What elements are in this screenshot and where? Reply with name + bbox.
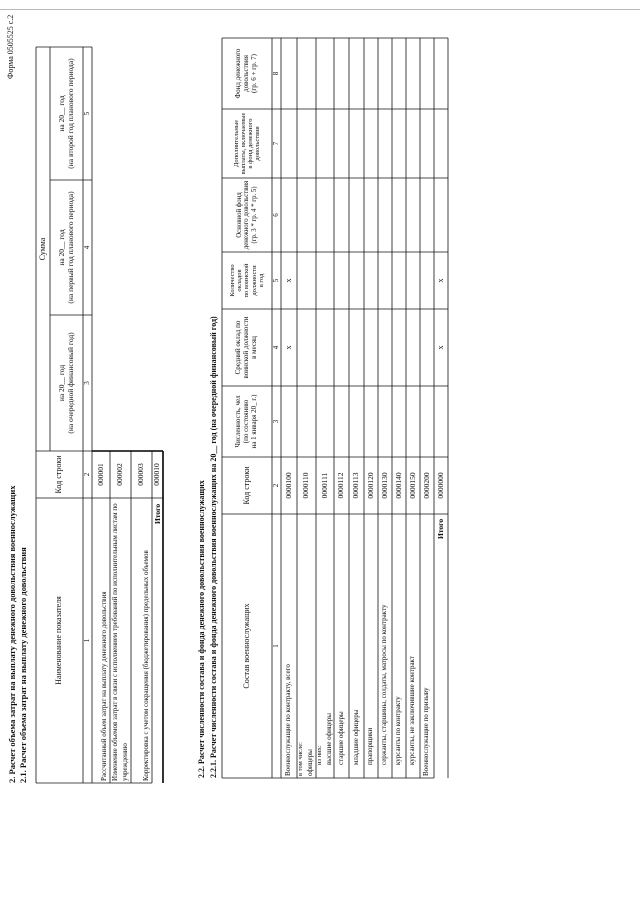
table2-subtitle2: 2.2.1. Расчет численности состава и фонда денежного довольствия военнослужащих на 20__ год (на очередной финансовый год): [209, 316, 218, 778]
qty-line-c: должности: [250, 265, 258, 296]
extra-line-b: выплаты, включаемые: [239, 112, 247, 175]
year3-label: на 20__ год: [57, 95, 67, 132]
salary-line-a: Средний оклад по: [234, 320, 243, 375]
table-row-code: 0000130: [379, 472, 389, 499]
extra-line-d: довольствия: [254, 126, 262, 161]
table-row-name: курсанты, не заключившие контракт: [408, 656, 416, 765]
year1-label: на 20__ год: [57, 364, 67, 402]
total-line-c: (гр. 6 + гр. 7): [249, 54, 258, 93]
table1-header-name: Наименование показателя: [54, 596, 64, 685]
table1-colnum-3: 3: [83, 381, 91, 385]
scan-edge-mark: [0, 9, 640, 10]
extra-line-c: в фонд денежного: [247, 118, 254, 169]
table1-header-year3: [50, 47, 83, 180]
count-line-c: на 1 января 20_ г.): [249, 394, 258, 449]
table2-colnum-4: 4: [272, 345, 280, 350]
qty-line-a: Количество окладов: [229, 264, 244, 297]
table2-colnum-5: 5: [272, 278, 280, 283]
fund-line-c: (гр. 3 * гр. 4 * гр. 5): [250, 186, 258, 244]
table-row-code: 0000112: [336, 472, 346, 499]
year3-note: (на второй год планового периода): [65, 58, 75, 169]
total-line-b: довольствия: [242, 55, 251, 92]
table-row-name: младшие офицеры: [352, 709, 360, 765]
count-line-b: (по состоянию: [242, 399, 251, 444]
table-row-code: 0000110: [301, 472, 311, 499]
table-row-code: 0000100: [283, 472, 293, 499]
total-line-a: Фонд денежного: [234, 48, 243, 99]
table-row-name: Военнослужащие по призыву: [422, 687, 430, 776]
table-row-code: 000002: [115, 463, 125, 486]
table-row-name: из них:: [316, 745, 323, 765]
table1-header-year2: [50, 180, 83, 315]
year2-label: на 20__ год: [57, 229, 67, 266]
x-mark: x: [435, 345, 445, 350]
table-row-name: сержанты, старшины, солдаты, матросы по контракту: [380, 604, 388, 765]
table1-subtitle: 2.1. Расчет объема затрат на выплату денежного довольствия: [18, 547, 28, 783]
table-row-code: 0000140: [393, 472, 403, 499]
table2-header-qty: [222, 252, 272, 309]
table1-header-code: Код строки: [54, 455, 64, 494]
table-row-name-cont: высшие офицеры: [325, 713, 333, 765]
table2-total-label: Итого: [436, 518, 445, 539]
table1-colnum-1: 1: [83, 638, 91, 643]
table2-colnum-6: 6: [272, 213, 280, 217]
table2-subtitle: 2.2. Расчет численности состава и фонда денежного довольствия военнослужащих: [197, 480, 206, 778]
table2-colnum-8: 8: [272, 71, 280, 76]
extra-line-a: Дополнительные: [232, 119, 240, 168]
table1-colnum-2: 2: [83, 472, 91, 477]
qty-line-d: в год: [257, 273, 265, 288]
table-row-name: Рассчитанный объем затрат на выплату денежного довольствия: [100, 591, 108, 781]
table-row-name: Изменение объемов затрат в связи с исполнением требований по исполнительным листам по: [111, 503, 119, 781]
table2-header-count: [222, 386, 272, 457]
table-row-code: 0000150: [407, 472, 417, 499]
table-row-name-cont: учреждению: [121, 743, 129, 781]
count-line-a: Численность, чел: [234, 395, 243, 448]
table2-header-fund: [222, 178, 272, 252]
table-row-name: Военнослужащие по контракту, всего: [284, 664, 292, 776]
table1-colnum-5: 5: [83, 111, 91, 116]
table2-header-name: Состав военнослужащих: [241, 603, 251, 689]
table-row-name: прапорщики: [366, 727, 374, 765]
table2-total-code: 0000000: [435, 472, 445, 499]
table2-colnum-3: 3: [272, 419, 280, 424]
section-title: 2. Расчет объема затрат на выплату денежного довольствия военнослужащих: [7, 485, 17, 783]
salary-line-b: воинской должности: [242, 316, 251, 379]
table1-header-year1: [50, 315, 83, 451]
table-row-code: 000001: [95, 463, 105, 486]
table-row-name: старшие офицеры: [337, 711, 345, 765]
table1-colnum-4: 4: [83, 245, 91, 250]
table1-total-label: Итого: [153, 503, 162, 524]
table2-header-salary: [222, 309, 272, 386]
table1-total-code: 000010: [152, 463, 162, 486]
fund-line-b: денежного довольствия: [243, 180, 251, 250]
table-row-name-cont: офицеры: [306, 749, 314, 776]
fund-line-a: Основной фонд: [235, 192, 243, 238]
table2-colnum-2: 2: [272, 483, 280, 488]
table2-header-code: Код строки: [241, 466, 251, 505]
salary-line-c: в месяц: [249, 336, 258, 359]
table-row-name: в том числе:: [297, 742, 304, 776]
table-row-name: курсанты по контракту: [394, 696, 402, 765]
table2-header-total: [222, 38, 272, 109]
x-mark: x: [283, 345, 293, 350]
table2-header-extra: [222, 109, 272, 178]
form-number: Форма 0505525 с.2: [6, 14, 15, 79]
table2-colnum-7: 7: [272, 141, 280, 146]
x-mark: x: [435, 278, 445, 283]
table2-colnum-1: 1: [272, 644, 280, 648]
table-row-code: 0000200: [421, 472, 431, 499]
x-mark: x: [283, 278, 293, 283]
year1-note: (на очередной финансовый год): [65, 332, 75, 434]
table-row-code: 0000113: [351, 472, 361, 499]
table-row-code: 0000111: [319, 472, 329, 499]
table-row-code: 0000120: [365, 472, 375, 499]
year2-note: (на первый год планового периода): [65, 191, 75, 304]
table-row-name: Корректировка с учетом сокращения (бюджетирования) предельных объемов: [142, 550, 150, 781]
table-row-code: 000003: [136, 463, 146, 486]
table1-header-sum: Сумма: [37, 237, 47, 261]
qty-line-b: по воинской: [243, 263, 251, 298]
